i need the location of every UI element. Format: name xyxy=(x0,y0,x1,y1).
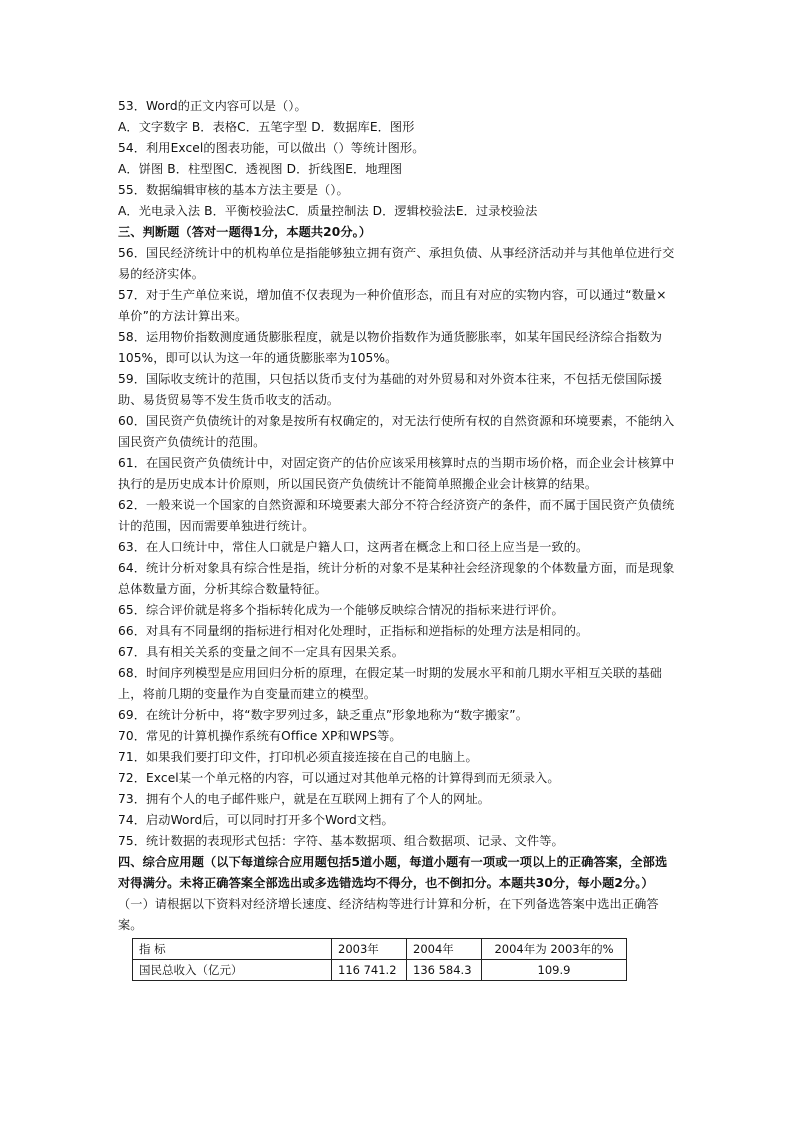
section-heading-applied: 四、综合应用题（以下每道综合应用题包括5道小题，每道小题有一项或一项以上的正确答案，全部选对得满分。未将正确答案全部选出或多选错选均不得分，也不倒扣分。本题共30分，每小题2分。） xyxy=(118,855,668,890)
judgment-66: 66．对具有不同量纲的指标进行相对化处理时，正指标和逆指标的处理方法是相同的。 xyxy=(118,624,589,638)
judgment-61: 61．在国民资产负债统计中，对固定资产的估价应该采用核算时点的当期市场价格，而企业会计核算中执行的是历史成本计价原则，所以国民资产负债统计不能简单照搬企业会计核算的结果。 xyxy=(118,456,675,491)
table-cell: 136 584.3 xyxy=(407,960,482,981)
table-header-cell: 2004年 xyxy=(407,939,482,960)
section-heading-judgment: 三、判断题（答对一题得1分，本题共20分。） xyxy=(118,225,372,239)
judgment-56: 56．国民经济统计中的机构单位是指能够独立拥有资产、承担负债、从事经济活动并与其他单位进行交易的经济实体。 xyxy=(118,246,675,281)
judgment-60: 60．国民资产负债统计的对象是按所有权确定的，对无法行使所有权的自然资源和环境要素，不能纳入国民资产负债统计的范围。 xyxy=(118,414,675,449)
document-page xyxy=(118,96,678,981)
table-row xyxy=(133,960,627,981)
question-55: 55．数据编辑审核的基本方法主要是（）。 xyxy=(118,183,349,197)
judgment-68: 68．时间序列模型是应用回归分析的原理，在假定某一时期的发展水平和前几期水平相互关联的基础上，将前几期的变量作为自变量而建立的模型。 xyxy=(118,666,663,701)
judgment-57: 57．对于生产单位来说，增加值不仅表现为一种价值形态，而且有对应的实物内容，可以通过“数量×单价”的方法计算出来。 xyxy=(118,288,667,323)
judgment-71: 71．如果我们要打印文件，打印机必须直接连接在自己的电脑上。 xyxy=(118,750,478,764)
table-header-cell: 2004年为 2003年的% xyxy=(482,939,627,960)
table-header-row xyxy=(133,939,627,960)
options-55: A．光电录入法 B．平衡校验法C．质量控制法 D．逻辑校验法E．过录校验法 xyxy=(118,204,538,218)
judgment-73: 73．拥有个人的电子邮件账户，就是在互联网上拥有了个人的网址。 xyxy=(118,792,491,806)
judgment-62: 62．一般来说一个国家的自然资源和环境要素大部分不符合经济资产的条件，而不属于国民资产负债统计的范围，因而需要单独进行统计。 xyxy=(118,498,675,533)
judgment-67: 67．具有相关关系的变量之间不一定具有因果关系。 xyxy=(118,645,405,659)
judgment-64: 64．统计分析对象具有综合性是指，统计分析的对象不是某种社会经济现象的个体数量方面，而是现象总体数量方面，分析其综合数量特征。 xyxy=(118,561,675,596)
table-cell: 116 741.2 xyxy=(332,960,407,981)
options-53: A．文字数字 B．表格C．五笔字型 D．数据库E．图形 xyxy=(118,120,415,134)
options-54: A．饼图 B．柱型图C．透视图 D．折线图E．地理图 xyxy=(118,162,403,176)
sub-question-intro: （一）请根据以下资料对经济增长速度、经济结构等进行计算和分析，在下列备选答案中选出正确答案。 xyxy=(118,897,659,932)
question-54: 54．利用Excel的图表功能，可以做出（）等统计图形。 xyxy=(118,141,425,155)
judgment-63: 63．在人口统计中，常住人口就是户籍人口，这两者在概念上和口径上应当是一致的。 xyxy=(118,540,589,554)
table-cell: 国民总收入（亿元） xyxy=(133,960,332,981)
judgment-74: 74．启动Word后，可以同时打开多个Word文档。 xyxy=(118,813,394,827)
table-header-cell: 指 标 xyxy=(133,939,332,960)
question-53: 53．Word的正文内容可以是（）。 xyxy=(118,99,307,113)
judgment-58: 58．运用物价指数测度通货膨胀程度，就是以物价指数作为通货膨胀率，如某年国民经济综合指数为105%，即可以认为这一年的通货膨胀率为105%。 xyxy=(118,330,663,365)
judgment-75: 75．统计数据的表现形式包括：字符、基本数据项、组合数据项、记录、文件等。 xyxy=(118,834,564,848)
judgment-65: 65．综合评价就是将多个指标转化成为一个能够反映综合情况的指标来进行评价。 xyxy=(118,603,564,617)
table-cell: 109.9 xyxy=(482,960,627,981)
judgment-69: 69．在统计分析中，将“数字罗列过多，缺乏重点”形象地称为“数字搬家”。 xyxy=(118,708,528,722)
judgment-59: 59．国际收支统计的范围，只包括以货币支付为基础的对外贸易和对外资本往来，不包括无偿国际援助、易货贸易等不发生货币收支的活动。 xyxy=(118,372,663,407)
judgment-70: 70．常见的计算机操作系统有Office XP和WPS等。 xyxy=(118,729,402,743)
data-table xyxy=(132,938,627,981)
judgment-72: 72．Excel某一个单元格的内容，可以通过对其他单元格的计算得到而无须录入。 xyxy=(118,771,560,785)
table-header-cell: 2003年 xyxy=(332,939,407,960)
